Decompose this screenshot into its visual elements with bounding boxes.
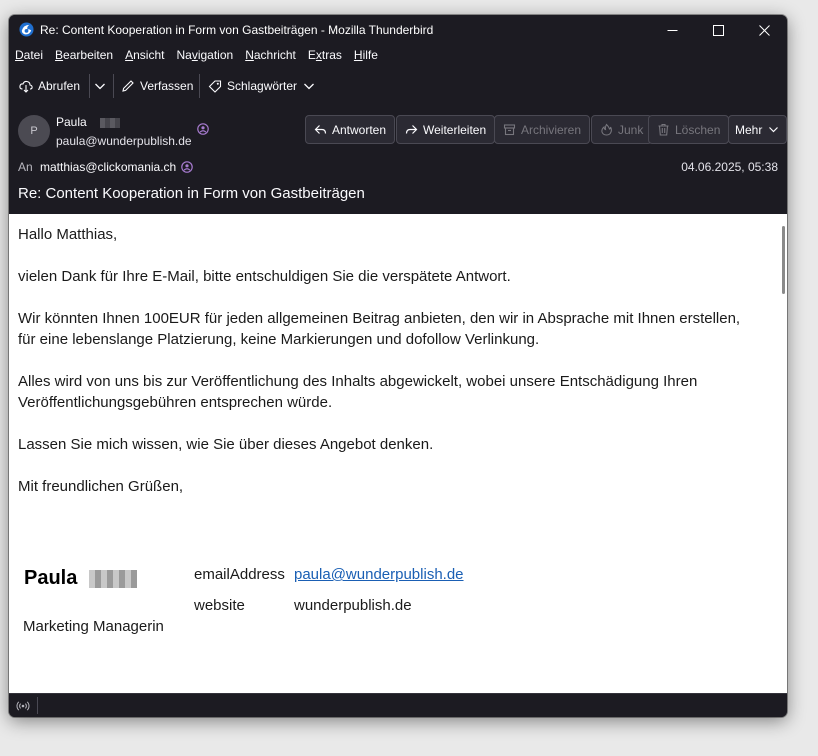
maximize-icon — [713, 25, 724, 36]
toolbar-separator — [113, 74, 114, 98]
minimize-button[interactable] — [649, 15, 695, 45]
delete-button[interactable] — [648, 115, 729, 144]
get-messages-button[interactable] — [19, 73, 80, 99]
forward-label: Weiterleiten — [423, 122, 487, 137]
menu-bearbeiten[interactable]: Bearbeiten — [55, 48, 114, 62]
paragraph-text: Veröffentlichungsgebühren entsprechen würde. — [18, 394, 333, 411]
menu-hilfe[interactable]: Hilfe — [353, 48, 378, 62]
forward-arrow-icon — [405, 123, 418, 136]
close-icon — [759, 25, 770, 36]
reply-button[interactable] — [305, 115, 395, 144]
message-date: 04.06.2025, 05:38 — [681, 160, 778, 174]
thunderbird-window — [9, 15, 787, 717]
maximize-button[interactable] — [695, 15, 741, 45]
avatar: P — [18, 115, 50, 147]
paragraph-text: Wir könnten Ihnen 100EUR für jeden allgemeinen Beitrag anbieten, den wir in Absprache mit Ihnen erstellen, — [18, 310, 741, 327]
reply-arrow-icon — [314, 123, 327, 136]
forward-button[interactable] — [396, 115, 495, 144]
signature-name: Paula — [24, 567, 78, 589]
signature-website-label: website — [194, 597, 245, 614]
to-label: An — [18, 160, 33, 174]
junk-button[interactable] — [591, 115, 652, 144]
chevron-down-icon — [767, 123, 780, 136]
status-bar — [9, 693, 787, 717]
archive-box-icon — [503, 123, 516, 136]
menu-ansicht[interactable]: Ansicht — [125, 48, 165, 62]
address-book-icon[interactable] — [181, 161, 193, 173]
paragraph-text: Lassen Sie mich wissen, wie Sie über dieses Angebot denken. — [18, 436, 434, 453]
signature-email-label: emailAddress — [194, 566, 285, 583]
menu-navigation[interactable]: Navigation — [176, 48, 234, 62]
delete-label: Löschen — [675, 122, 721, 137]
signature-website-value: wunderpublish.de — [294, 597, 412, 614]
greeting-text: Hallo Matthias, — [18, 226, 118, 243]
window-title: Re: Content Kooperation in Form von Gastbeiträgen - Mozilla Thunderbird — [40, 23, 434, 37]
recipient-address[interactable]: matthias@clickomania.ch — [40, 160, 177, 174]
menu-nachricht[interactable]: Nachricht — [245, 48, 296, 62]
body-scrollbar[interactable] — [782, 226, 785, 294]
address-book-icon[interactable] — [197, 123, 209, 135]
toolbar-separator — [199, 74, 200, 98]
menu-extras[interactable]: Extras — [307, 48, 342, 62]
chevron-down-icon — [93, 79, 107, 93]
menu-bar — [9, 45, 787, 65]
chevron-down-icon — [302, 79, 316, 93]
toolbar-separator — [89, 74, 90, 98]
tags-button[interactable] — [208, 73, 316, 99]
archive-button[interactable] — [494, 115, 590, 144]
sender-email[interactable]: paula@wunderpublish.de — [56, 134, 192, 148]
close-button[interactable] — [741, 15, 787, 45]
download-cloud-icon — [19, 79, 33, 93]
signature-title: Marketing Managerin — [23, 618, 164, 635]
message-subject: Re: Content Kooperation in Form von Gastbeiträgen — [18, 185, 365, 202]
paragraph-text: Alles wird von uns bis zur Veröffentlichung des Inhalts abgewickelt, wobei unsere Entschädigung Ihren — [18, 373, 698, 390]
redacted-surname — [100, 118, 120, 128]
more-button[interactable] — [728, 115, 787, 144]
message-header — [9, 107, 787, 214]
main-toolbar — [9, 67, 787, 105]
thunderbird-icon — [19, 22, 34, 37]
get-messages-label: Abrufen — [38, 79, 81, 93]
paragraph-text: für eine lebenslange Platzierung, keine Markierungen und dofollow Verlinkung. — [18, 331, 540, 348]
status-separator — [37, 697, 38, 714]
signature-email-link[interactable]: paula@wunderpublish.de — [294, 566, 464, 583]
reply-label: Antworten — [332, 122, 387, 137]
compose-label: Verfassen — [140, 79, 194, 93]
archive-label: Archivieren — [521, 122, 582, 137]
junk-label: Junk — [618, 122, 644, 137]
trash-icon — [657, 123, 670, 136]
get-messages-dropdown[interactable] — [93, 73, 107, 99]
menu-datei[interactable]: Datei — [15, 48, 44, 62]
closing-text: Mit freundlichen Grüßen, — [18, 478, 184, 495]
more-label: Mehr — [735, 122, 763, 137]
flame-icon — [600, 123, 613, 136]
message-body[interactable] — [9, 214, 787, 693]
tags-label: Schlagwörter — [227, 79, 298, 93]
compose-button[interactable] — [121, 73, 193, 99]
title-bar[interactable] — [9, 15, 787, 45]
sender-name[interactable]: Paula — [56, 115, 87, 129]
redacted-signature-surname — [89, 570, 137, 588]
paragraph-text: vielen Dank für Ihre E-Mail, bitte entschuldigen Sie die verspätete Antwort. — [18, 268, 511, 285]
tag-icon — [208, 79, 222, 93]
minimize-icon — [667, 25, 678, 36]
signal-icon[interactable] — [16, 699, 30, 713]
pencil-icon — [121, 79, 135, 93]
